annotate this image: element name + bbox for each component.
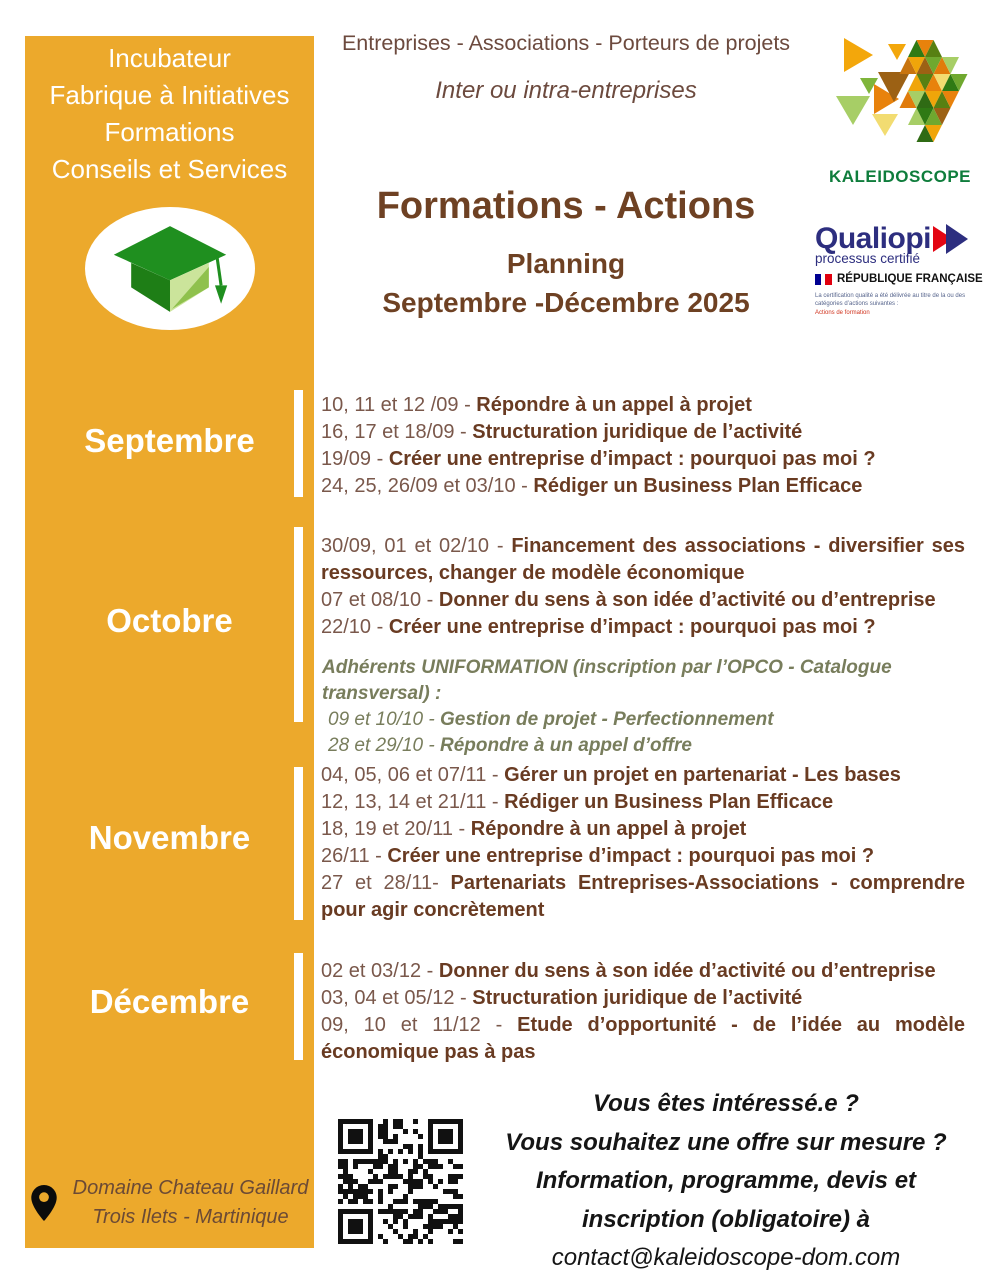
course-name: Partenariats Entreprises-Associations - comprendre pour agir concrètement bbox=[321, 872, 965, 921]
cta-line: inscription (obligatoire) à bbox=[581, 1205, 870, 1233]
course-dates: 26/11 - bbox=[321, 845, 388, 867]
course-name: Financement des associations - diversifier ses ressources, changer de modèle économique bbox=[321, 535, 965, 584]
course-item bbox=[321, 533, 965, 587]
course-dates: 30/09, 01 et 02/10 - bbox=[321, 535, 512, 557]
course-item bbox=[321, 473, 965, 500]
course-dates: 09, 10 et 11/12 - bbox=[321, 1014, 518, 1036]
schedule-septembre bbox=[321, 392, 965, 500]
sidebar bbox=[25, 36, 314, 1248]
location bbox=[25, 1174, 314, 1232]
course-name: Créer une entreprise d’impact : pourquoi pas moi ? bbox=[387, 845, 875, 867]
schedule-decembre bbox=[321, 958, 965, 1066]
qualiopi-arrows-icon bbox=[931, 224, 971, 254]
schedule-octobre bbox=[321, 533, 965, 641]
location-text bbox=[73, 1174, 309, 1232]
qualiopi-fine-print: La certification qualité a été délivrée au titre de la ou des catégories d’actions suivantes : bbox=[815, 293, 966, 307]
schedule-novembre bbox=[321, 762, 965, 924]
training-mode-line: Inter ou intra-entreprises bbox=[435, 77, 697, 104]
course-name: Créer une entreprise d’impact : pourquoi pas moi ? bbox=[388, 616, 876, 638]
course-name: Etude d’opportunité - de l’idée au modèle économique pas à pas bbox=[321, 1014, 965, 1063]
kaleidoscope-wordmark: KALEIDOSCOPE bbox=[828, 167, 972, 186]
course-name: Gérer un projet en partenariat - Les bases bbox=[504, 764, 901, 786]
map-pin-icon bbox=[31, 1185, 57, 1221]
location-line: Domaine Chateau Gaillard bbox=[72, 1177, 309, 1199]
course-name: Répondre à un appel à projet bbox=[470, 818, 747, 840]
course-dates: 27 et 28/11- bbox=[321, 872, 451, 894]
audience-line: Entreprises - Associations - Porteurs de projets bbox=[341, 31, 791, 55]
course-name: Rédiger un Business Plan Efficace bbox=[533, 475, 863, 497]
course-dates: 02 et 03/12 - bbox=[321, 960, 439, 982]
contact-block bbox=[468, 1085, 984, 1278]
tagline-line: Incubateur bbox=[108, 43, 231, 73]
cta-line: Vous êtes intéressé.e ? bbox=[593, 1090, 859, 1117]
course-name: Structuration juridique de l’activité bbox=[472, 421, 803, 443]
tagline-line: Formations bbox=[104, 117, 235, 147]
page-title: Formations - Actions bbox=[376, 185, 756, 227]
course-name: Rédiger un Business Plan Efficace bbox=[504, 791, 834, 813]
subtitle-planning: Planning bbox=[506, 248, 626, 279]
uniformation-block bbox=[322, 655, 965, 759]
course-dates: 10, 11 et 12 /09 - bbox=[321, 394, 477, 416]
course-item bbox=[322, 733, 965, 759]
cta-line: Information, programme, devis et bbox=[535, 1167, 917, 1194]
course-item bbox=[321, 843, 965, 870]
month-label-novembre: Novembre bbox=[88, 819, 251, 856]
course-dates: 09 et 10/10 - bbox=[328, 709, 440, 730]
qualiopi-wordmark: Qualiopi bbox=[815, 222, 931, 255]
uniformation-heading: Adhérents UNIFORMATION (inscription par l’OPCO - Catalogue transversal) : bbox=[322, 657, 892, 704]
qualiopi-logo bbox=[815, 222, 987, 316]
kaleidoscope-mosaic-icon bbox=[830, 26, 970, 160]
course-dates: 28 et 29/10 - bbox=[328, 735, 440, 756]
course-item bbox=[321, 789, 965, 816]
graduation-cap-icon bbox=[107, 222, 233, 316]
course-dates: 03, 04 et 05/12 - bbox=[321, 987, 473, 1009]
month-label-decembre: Décembre bbox=[89, 983, 250, 1020]
kaleidoscope-logo bbox=[828, 26, 972, 187]
course-name: Gestion de projet - Perfectionnement bbox=[439, 709, 774, 730]
tagline-line: Fabrique à Initiatives bbox=[49, 80, 290, 110]
contact-email[interactable]: contact@kaleidoscope-dom.com bbox=[551, 1244, 901, 1271]
course-item bbox=[321, 392, 965, 419]
course-name: Créer une entreprise d’impact : pourquoi pas moi ? bbox=[388, 448, 876, 470]
course-item bbox=[321, 419, 965, 446]
course-dates: 16, 17 et 18/09 - bbox=[321, 421, 473, 443]
cta-line: Vous souhaitez une offre sur mesure ? bbox=[505, 1128, 947, 1156]
qr-code-image bbox=[338, 1119, 463, 1244]
graduation-cap-logo bbox=[85, 207, 255, 330]
month-label-septembre: Septembre bbox=[84, 422, 255, 459]
course-item bbox=[321, 816, 965, 843]
course-name: Donner du sens à son idée d’activité ou d’entreprise bbox=[438, 589, 936, 611]
course-dates: 22/10 - bbox=[321, 616, 389, 638]
course-item bbox=[321, 958, 965, 985]
course-dates: 24, 25, 26/09 et 03/10 - bbox=[321, 475, 534, 497]
course-dates: 19/09 - bbox=[321, 448, 389, 470]
course-item bbox=[321, 587, 965, 614]
course-dates: 12, 13, 14 et 21/11 - bbox=[321, 791, 505, 813]
qualiopi-category: Actions de formation bbox=[815, 310, 870, 316]
qr-code bbox=[338, 1119, 463, 1244]
course-dates: 18, 19 et 20/11 - bbox=[321, 818, 471, 840]
course-dates: 04, 05, 06 et 07/11 - bbox=[321, 764, 505, 786]
course-item bbox=[322, 707, 965, 733]
month-label-octobre: Octobre bbox=[106, 602, 233, 639]
location-line: Trois Ilets - Martinique bbox=[92, 1206, 289, 1228]
republique-francaise-label: RÉPUBLIQUE FRANÇAISE bbox=[837, 273, 983, 285]
course-item bbox=[321, 1012, 965, 1066]
course-name: Répondre à un appel à projet bbox=[476, 394, 752, 416]
subtitle-period: Septembre -Décembre 2025 bbox=[382, 287, 750, 318]
course-name: Répondre à un appel d’offre bbox=[439, 735, 692, 756]
course-item bbox=[321, 446, 965, 473]
qualiopi-tagline: processus certifié bbox=[815, 251, 921, 266]
course-item bbox=[321, 870, 965, 924]
tagline-line: Conseils et Services bbox=[51, 154, 288, 184]
course-dates: 07 et 08/10 - bbox=[321, 589, 439, 611]
course-name: Structuration juridique de l’activité bbox=[472, 987, 803, 1009]
french-flag-icon bbox=[815, 274, 832, 285]
sidebar-tagline bbox=[25, 40, 314, 188]
course-name: Donner du sens à son idée d’activité ou d’entreprise bbox=[438, 960, 936, 982]
course-item bbox=[321, 614, 965, 641]
course-item bbox=[321, 985, 965, 1012]
course-item bbox=[321, 762, 965, 789]
republique-francaise-row bbox=[815, 273, 987, 285]
